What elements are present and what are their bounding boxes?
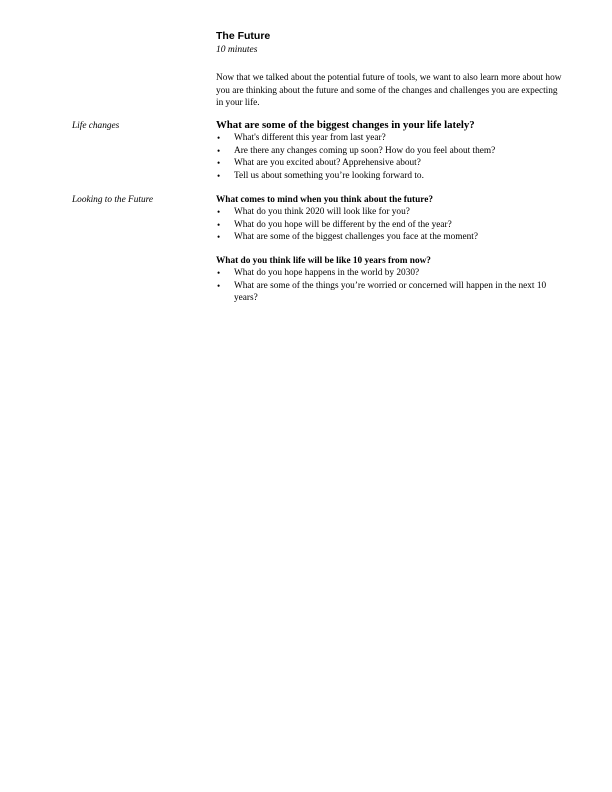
section-question: What are some of the biggest changes in your life lately? (216, 119, 475, 131)
section-looking-to-the-future (216, 194, 566, 244)
bullet-icon: • (217, 219, 221, 230)
bullet-icon: • (217, 207, 221, 217)
bullet-list (216, 206, 566, 244)
list-item: • Are there any changes coming up soon? How do you feel about them? (217, 145, 496, 156)
section-label-life-changes: Life changes (72, 121, 120, 131)
section-question: What do you think life will be like 10 years from now? (216, 256, 431, 266)
duration-label: 10 minutes (216, 45, 258, 55)
bullet-icon: • (217, 280, 221, 291)
bullet-icon: • (217, 133, 221, 143)
list-item: • What are some of the biggest challenges you face at the moment? (217, 232, 478, 243)
bullet-list (216, 267, 566, 305)
list-item: • What do you hope happens in the world by 2030? (217, 268, 420, 278)
section-ten-years (216, 255, 566, 305)
bullet-icon: • (217, 145, 221, 156)
bullet-icon: • (217, 268, 221, 278)
list-item: • What are you excited about? Apprehensive about? (217, 158, 421, 169)
section-question: What comes to mind when you think about the future? (216, 195, 434, 205)
list-item: • What do you think 2020 will look like for you? (217, 207, 410, 217)
list-item: • Tell us about something you’re looking forward to. (217, 170, 424, 181)
bullet-icon: • (217, 170, 221, 181)
list-item: • What's different this year from last year? (217, 133, 386, 143)
bullet-icon: • (217, 158, 221, 169)
list-item: • What do you hope will be different by the end of the year? (217, 219, 452, 230)
list-item: • What are some of the things you’re worried or concerned will happen in the next 10 years? (217, 280, 547, 304)
page-title: The Future (216, 30, 271, 42)
section-label-looking-to-the-future: Looking to the Future (72, 195, 153, 205)
bullet-list (216, 132, 566, 182)
intro-paragraph: Now that we talked about the potential future of tools, we want to also learn more about how you are thinking about the future and some of the changes and challenges you are expecting in your life. (216, 73, 562, 108)
bullet-icon: • (217, 232, 221, 243)
section-life-changes (216, 119, 566, 182)
